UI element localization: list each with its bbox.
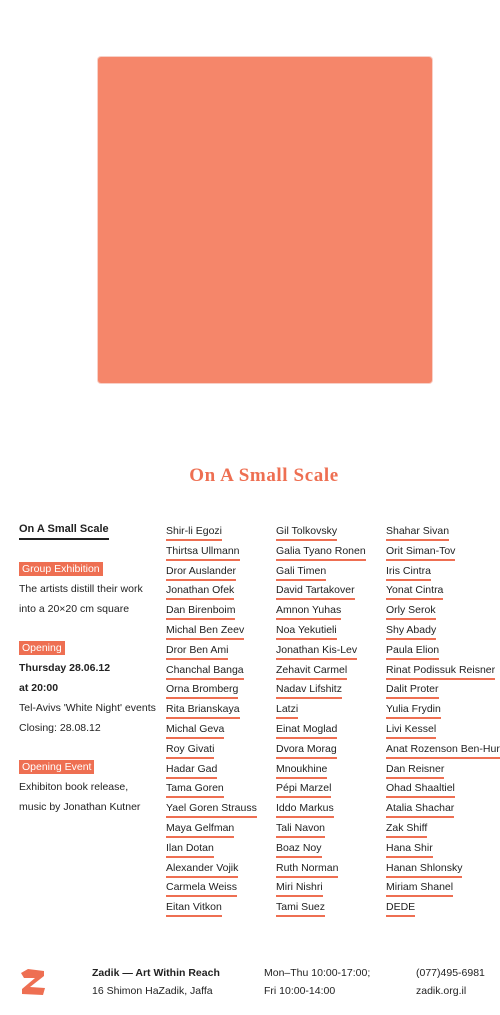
zadik-z-logo-icon [18,967,48,997]
closing-date: Closing: 28.08.12 [19,721,101,734]
artist-name-text: Shir-li Egozi [166,524,222,541]
artist-name-text: Anat Rozenson Ben-Hur [386,742,500,759]
artist-name-text: Galia Tyano Ronen [276,544,366,561]
artist-name-text: Dvora Morag [276,742,337,759]
artist-name-text: Latzi [276,702,298,719]
opening-event-label: Opening Event [19,760,94,774]
footer-address-block [92,964,220,1000]
artist-name-text: Michal Geva [166,722,224,739]
artist-name-text: Orna Bromberg [166,682,238,699]
artist-name [276,860,366,880]
artist-name-text: Hanan Shlonsky [386,861,462,878]
artist-name-text: Tali Navon [276,821,325,838]
artist-name-text: Noa Yekutieli [276,623,337,640]
artist-name [276,701,366,721]
artist-name-text: Orly Serok [386,603,436,620]
artist-name [276,899,366,919]
website-link[interactable]: zadik.org.il [416,985,467,997]
artist-name-text: Dror Auslander [166,564,236,581]
artist-name [166,642,257,662]
artist-name-text: Zak Shiff [386,821,427,838]
artist-name-text: DEDE [386,900,415,917]
artist-name [386,879,500,899]
artist-name-text: Miri Nishri [276,880,323,897]
artist-name [276,780,366,800]
artist-name-text: Shy Abady [386,623,436,640]
artist-name-text: Einat Moglad [276,722,337,739]
artist-name [386,721,500,741]
artist-name [166,662,257,682]
white-night-text: Tel-Avivs 'White Night' events [19,701,156,714]
artist-name [386,840,500,860]
artist-name [386,642,500,662]
artist-name [276,820,366,840]
artist-name-text: Dan Birenboim [166,603,235,620]
artist-name [276,800,366,820]
opening-date: Thursday 28.06.12 [19,662,111,675]
description-line-2: into a 20×20 cm square [19,602,130,615]
artist-name [166,701,257,721]
artist-name [386,602,500,622]
artist-name [386,741,500,761]
artist-name [386,662,500,682]
phone-number: (077)495-6981 [416,967,485,979]
artist-name [276,582,366,602]
artist-name-text: Tami Suez [276,900,325,917]
artist-name-text: Rinat Podissuk Reisner [386,663,495,680]
artist-name [386,800,500,820]
gallery-address: 16 Shimon HaZadik, Jaffa [92,985,213,997]
artist-name [276,840,366,860]
artist-name [166,681,257,701]
hours-friday: Fri 10:00-14:00 [264,985,336,997]
artist-name-text: Shahar Sivan [386,524,449,541]
artist-name [386,701,500,721]
artwork-square [98,57,432,383]
artist-name-text: Amnon Yuhas [276,603,341,620]
artist-name [166,721,257,741]
artist-name [386,523,500,543]
artist-name-text: Carmela Weiss [166,880,237,897]
artist-name-text: Michal Ben Zeev [166,623,244,640]
artist-name [166,622,257,642]
artist-name [386,860,500,880]
artist-name [276,523,366,543]
info-title: On A Small Scale [19,521,109,540]
description-line-1: The artists distill their work [19,582,143,595]
artist-name [166,899,257,919]
artist-name-text: Hana Shir [386,841,433,858]
artist-name-text: Maya Gelfman [166,821,234,838]
artist-name [166,840,257,860]
artist-name [166,582,257,602]
artist-name [276,721,366,741]
artist-name-text: Yael Goren Strauss [166,801,257,818]
event-line-1: Exhibiton book release, [19,781,129,794]
artist-name [386,543,500,563]
artists-column-2 [276,523,366,919]
artist-name [166,780,257,800]
artist-name [386,780,500,800]
artist-name [166,602,257,622]
artist-name-text: Ohad Shaaltiel [386,781,455,798]
artist-name-text: Jonathan Ofek [166,583,234,600]
artist-name-text: Yulia Frydin [386,702,441,719]
artist-name-text: Gali Timen [276,564,326,581]
artist-name-text: Pépi Marzel [276,781,331,798]
artist-name [166,543,257,563]
artist-name-text: Dalit Proter [386,682,439,699]
artist-name-text: Paula Elion [386,643,439,660]
footer-hours-block [264,964,370,1000]
opening-label: Opening [19,641,65,655]
opening-time: at 20:00 [19,681,59,694]
artist-name [276,761,366,781]
artists-column-3 [386,523,500,919]
artist-name [276,741,366,761]
artist-name [276,622,366,642]
artist-name-text: Miriam Shanel [386,880,453,897]
artist-name [276,681,366,701]
artist-name [386,761,500,781]
artist-name-text: David Tartakover [276,583,355,600]
artist-name-text: Gil Tolkovsky [276,524,337,541]
artist-name-text: Ilan Dotan [166,841,214,858]
artist-name-text: Mnoukhine [276,762,327,779]
artist-name [276,543,366,563]
artist-name [386,681,500,701]
artist-name-text: Jonathan Kis-Lev [276,643,357,660]
artist-name [276,642,366,662]
gallery-name: Zadik — Art Within Reach [92,967,220,979]
artist-name-text: Roy Givati [166,742,214,759]
artist-name-text: Boaz Noy [276,841,322,858]
exhibition-title: On A Small Scale [189,465,339,486]
artist-name [166,860,257,880]
artist-name [276,662,366,682]
artist-name [166,879,257,899]
artist-name [166,820,257,840]
artist-name-text: Atalia Shachar [386,801,454,818]
artist-name-text: Livi Kessel [386,722,436,739]
artist-name [166,563,257,583]
artist-name-text: Orit Siman-Tov [386,544,455,561]
artist-name-text: Chanchal Banga [166,663,244,680]
hours-weekdays: Mon–Thu 10:00-17:00; [264,967,371,979]
artist-name-text: Thirtsa Ullmann [166,544,240,561]
artist-name-text: Hadar Gad [166,762,217,779]
artist-name [166,761,257,781]
artist-name [166,741,257,761]
artist-name [276,602,366,622]
info-column [19,520,169,818]
artist-name-text: Ruth Norman [276,861,338,878]
artist-name-text: Dan Reisner [386,762,444,779]
artist-name-text: Tama Goren [166,781,224,798]
artist-name [166,523,257,543]
artist-name-text: Rita Brianskaya [166,702,240,719]
artist-name-text: Alexander Vojik [166,861,238,878]
artist-name [386,622,500,642]
artist-name [386,899,500,919]
artist-name [276,879,366,899]
artist-name-text: Dror Ben Ami [166,643,228,660]
artist-name [276,563,366,583]
event-line-2: music by Jonathan Kutner [19,800,141,813]
artist-name [166,800,257,820]
artist-name [386,820,500,840]
artist-name-text: Nadav Lifshitz [276,682,342,699]
artist-name-text: Eitan Vitkon [166,900,222,917]
group-exhibition-label: Group Exhibition [19,562,103,576]
artist-name-text: Iddo Markus [276,801,334,818]
artists-column-1 [166,523,257,919]
artist-name [386,563,500,583]
artist-name-text: Yonat Cintra [386,583,443,600]
artist-name-text: Iris Cintra [386,564,431,581]
footer-contact-block [416,964,485,1000]
artist-name-text: Zehavit Carmel [276,663,347,680]
artist-name [386,582,500,602]
